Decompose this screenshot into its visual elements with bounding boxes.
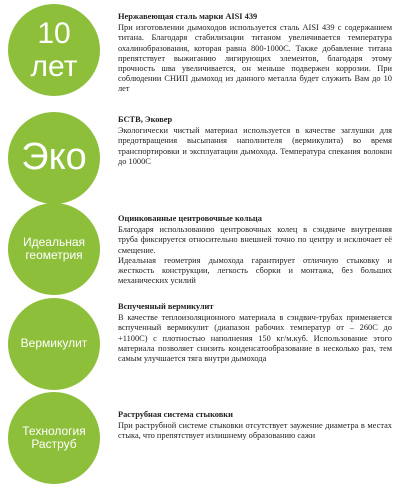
feature-text	[118, 214, 392, 286]
badge-vermiculite	[8, 298, 100, 390]
feature-title: Раструбная система стыковки	[118, 410, 233, 419]
badge-socket-technology	[8, 392, 100, 484]
feature-paragraph: Благодаря использованию центровочных колец в сэндвиче внутренняя труба фиксируется относительно внешней точно по центру и исключает её смещение.	[118, 225, 392, 255]
feature-title: Оцинкованные центровочные кольца	[118, 214, 262, 223]
feature-paragraph: Экологически чистый материал используется в качестве заглушки для предотвращения высыпания наполнителя (вермикулита) во время транспортировки и эксплуатации дымохода. Температура спекания волокон до 1000С	[118, 126, 392, 166]
feature-text	[118, 12, 392, 95]
badge-line: Раструб	[31, 437, 77, 451]
badge-10-years	[8, 4, 100, 96]
badge-line: 10	[37, 17, 71, 50]
feature-paragraph: При раструбной системе стыковки отсутствует заужение диаметра в местах стыка, что препятствует излишнему образованию сажи	[118, 421, 392, 441]
feature-text	[118, 115, 392, 167]
feature-paragraph: В качестве теплоизоляционного материала в сэндвич-трубах применяется вспученный вермикулит (диапазон рабочих температур от – 260С до +1100С) с плотностью наполнения 150 кг/м.куб. Использование этого материала позволяет снизить конденсатообразование в несколько раз, тем самым улучшается тяга внутри дымохода	[118, 313, 392, 364]
feature-title: БСТВ, Эковер	[118, 115, 173, 124]
feature-text	[118, 302, 392, 364]
badge-line: Вермикулит	[20, 336, 88, 351]
feature-paragraph: Идеальная геометрия дымохода гарантирует отличную стыковку и жесткость конструкции, легкость сборки и монтажа, без больших механических усилий	[118, 255, 392, 286]
badge-ideal-geometry	[8, 203, 100, 295]
badge-line: геометрия	[25, 248, 83, 262]
feature-title: Нержавеющая сталь марки AISI 439	[118, 12, 258, 21]
feature-paragraph: При изготовлении дымоходов используется сталь AISI 439 с содержанием титана. Благодаря стабилизации титаном увеличивается температура охалинобразования, которая равна 800-1000С. Также добавление титана препятствует выжиганию лигирующих элементов, благодаря этому прочность шва увеличивается, он меньше подвержен коррозии. При соблюдении СНИП дымоход из данного металла будет служить Вам до 10 лет	[118, 23, 392, 94]
badge-line: лет	[30, 50, 78, 83]
badge-line: Технология	[22, 423, 86, 438]
badge-line: Эко	[21, 136, 87, 179]
feature-text	[118, 410, 392, 442]
badge-eco	[8, 112, 100, 204]
badge-line: Идеальная	[22, 234, 86, 249]
feature-title: Вспученный вермикулит	[118, 302, 214, 311]
